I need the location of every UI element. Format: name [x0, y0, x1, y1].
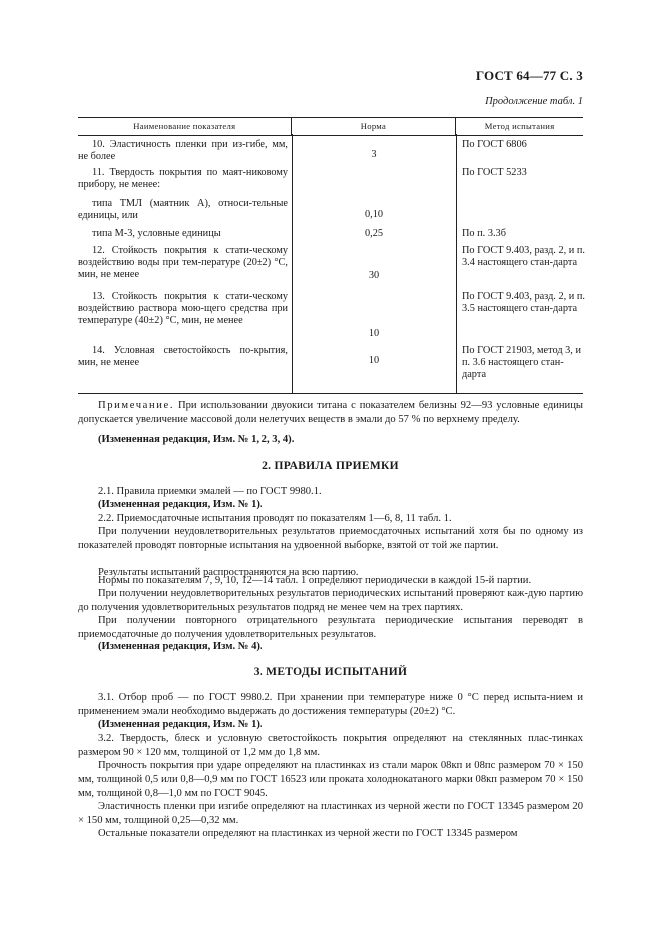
paragraph: Эластичность пленки при изгибе определяют на пластинках из черной жести по ГОСТ 13345 размером 20 × 150 мм, толщиной 0,25—0,32 мм.: [78, 801, 583, 826]
row-norm: 10: [368, 355, 380, 366]
row-norm: 0,10: [364, 209, 384, 220]
paragraph: При получении неудовлетворительных результатов приемосдаточных испытаний хотя бы по одному из показателей проводят повторные испытания на удвоенной выборке, взятой от той же партии.: [78, 526, 583, 551]
row-method: По ГОСТ 9.403, разд. 2, и п. 3.5 настоящего стан-дарта: [462, 291, 585, 315]
row-method: По ГОСТ 5233: [462, 167, 527, 178]
table-header: [78, 117, 583, 136]
clause-2-2: 2.2. Приемосдаточные испытания проводят по показателям 1—6, 8, 11 табл. 1.: [98, 513, 452, 524]
row-norm: 3: [371, 149, 377, 160]
row-method: По ГОСТ 6806: [462, 139, 527, 150]
paragraph: Прочность покрытия при ударе определяют на пластинках из стали марок 08кп и 08пс размером 70 × 150 мм, толщиной 0,5 или 0,8—0,9 мм по ГОСТ 16523 или проката холоднокатаного марки 08кп размером 70 × 150 мм, толщиной 0,8—1,0 мм по ГОСТ 9045.: [78, 760, 583, 799]
paragraph: При получении повторного отрицательного результата периодические испытания переводят в приемосдаточные до получения удовлетворительных результатов.: [78, 615, 583, 640]
row-norm: 0,25: [364, 228, 384, 239]
amendment-note: (Измененная редакция, Изм. № 1).: [98, 719, 263, 730]
row-name: типа ТМЛ (маятник А), относи-тельные единицы, или: [78, 198, 288, 222]
paragraph: При получении неудовлетворительных результатов периодических испытаний проверяют каж-дую партию до получения удовлетворительных результатов подряд не менее чем на трех партиях.: [78, 588, 583, 613]
paragraph: Нормы по показателям 7, 9, 10, 12—14 табл. 1 определяют периодически в каждой 15-й партии.: [98, 575, 532, 586]
column-header-method: Метод испытания: [484, 121, 555, 131]
row-norm: 30: [368, 270, 380, 281]
clause-3-1: 3.1. Отбор проб — по ГОСТ 9980.2. При хранении при температуре ниже 0 °С перед испыта-нием и применением эмали необходимо выдержать до достижения температуры (20±2) °С.: [78, 692, 583, 717]
row-name: 13. Стойкость покрытия к стати-ческому воздействию раствора мою-щего средства при температуре (40±2) °С, мин, не менее: [78, 291, 288, 327]
clause-2-1: 2.1. Правила приемки эмалей — по ГОСТ 9980.1.: [98, 486, 322, 497]
row-name: 11. Твердость покрытия по маят-никовому прибору, не менее:: [78, 167, 288, 191]
row-name: 12. Стойкость покрытия к стати-ческому воздействию воды при тем-пературе (20±2) °С, мин, не менее: [78, 245, 288, 281]
row-method: По ГОСТ 21903, метод 3, и п. 3.6 настоящего стан-дарта: [462, 345, 581, 381]
section-title: 3. МЕТОДЫ ИСПЫТАНИЙ: [253, 666, 408, 678]
amendment-note: (Измененная редакция, Изм. № 1).: [98, 499, 263, 510]
column-header-name: Наименование показателя: [78, 118, 292, 135]
column-header-norm: Норма: [292, 118, 457, 135]
row-name: 14. Условная светостойкость по-крытия, мин, не менее: [78, 345, 288, 369]
section-title: 2. ПРАВИЛА ПРИЕМКИ: [262, 460, 399, 472]
amendment-note: (Измененная редакция, Изм. № 4).: [98, 641, 263, 652]
clause-3-2: 3.2. Твердость, блеск и условную светостойкость покрытия определяют на стеклянных плас-тинках размером 90 × 120 мм, толщиной от 1,2 мм до 1,8 мм.: [78, 733, 583, 758]
note-text: При использовании двуокиси титана с показателем белизны 92—93 условные единицы допускается увеличение массовой доли нелетучих веществ в эмали до 57 % по верхнему пределу.: [78, 400, 583, 425]
table-divider: [456, 134, 457, 393]
row-method: По ГОСТ 9.403, разд. 2, и п. 3.4 настоящего стан-дарта: [462, 245, 585, 269]
specification-table: [78, 117, 583, 393]
paragraph: Результаты испытаний распространяются на всю партию.: [98, 567, 359, 578]
paragraph: Остальные показатели определяют на пластинках из черной жести по ГОСТ 13345 размером: [98, 828, 518, 839]
table-note: [78, 399, 583, 427]
table-bottom-rule: [78, 393, 583, 394]
note-label: Примечание.: [98, 400, 175, 411]
row-name: типа М-3, условные единицы: [92, 228, 221, 239]
page-header: ГОСТ 64—77 С. 3: [475, 68, 583, 83]
row-name: 10. Эластичность пленки при из-гибе, мм, не более: [78, 139, 288, 163]
row-norm: 10: [368, 328, 380, 339]
amendment-note: (Измененная редакция, Изм. № 1, 2, 3, 4).: [98, 434, 295, 445]
row-method: По п. 3.3б: [462, 228, 506, 239]
table-continuation-label: Продолжение табл. 1: [485, 96, 583, 107]
